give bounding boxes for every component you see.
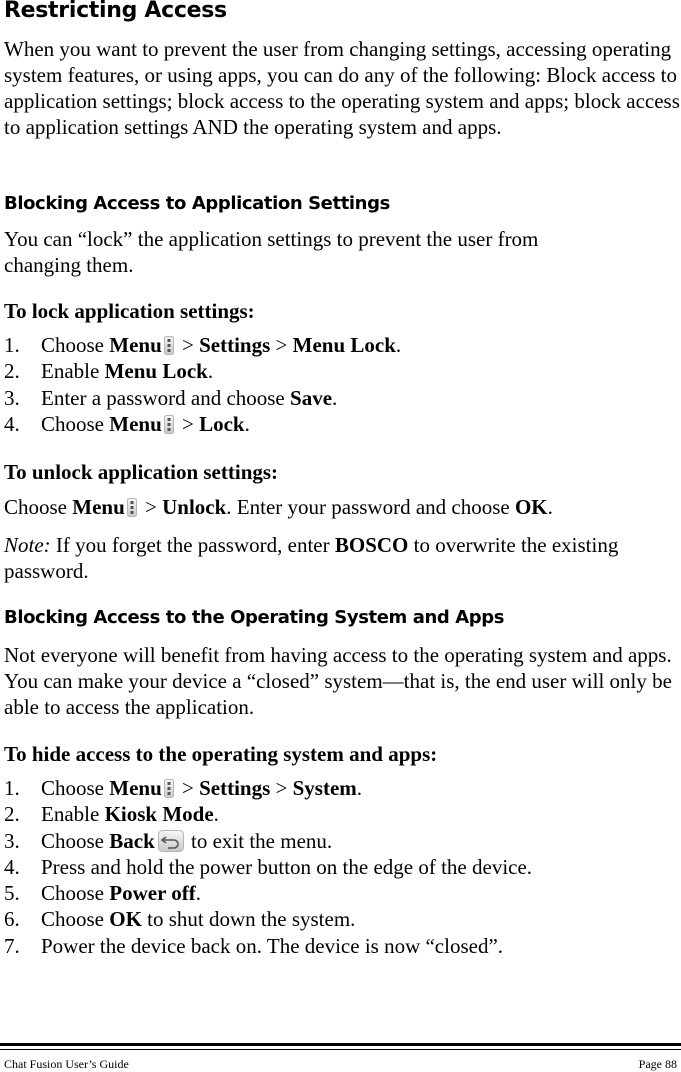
note-paragraph: Note: If you forget the password, enter BOSCO to overwrite the existing password. [4, 533, 619, 583]
section-heading-os-apps: Blocking Access to the Operating System and Apps [4, 607, 505, 628]
back-arrow-icon [158, 830, 184, 852]
list-item: 1. Choose Menu > Settings > System. [4, 776, 363, 800]
hide-access-heading: To hide access to the operating system and apps: [4, 742, 438, 766]
footer-rule-thin [0, 1049, 681, 1050]
list-item: 2. Enable Menu Lock. [4, 359, 214, 384]
section-heading-app-settings: Blocking Access to Application Settings [4, 193, 390, 214]
lock-steps-list [4, 332, 401, 437]
hide-steps-list [4, 775, 532, 959]
lock-settings-heading: To lock application settings: [4, 299, 255, 323]
menu-icon [164, 779, 174, 798]
section1-body: You can “lock” the application settings to prevent the user from changing them. [4, 227, 539, 277]
menu-icon [164, 336, 174, 355]
list-item: 1. Choose Menu > Settings > Menu Lock. [4, 333, 402, 357]
menu-icon [127, 498, 137, 517]
list-item: 2. Enable Kiosk Mode. [4, 802, 219, 827]
section2-body: Not everyone will benefit from having access to the operating system and apps. You can make your device a “closed” system—that is, the end user will only be able to access the application. [4, 643, 672, 719]
unlock-instructions: Choose Menu > Unlock. Enter your password and choose OK. [4, 495, 553, 519]
intro-paragraph: When you want to prevent the user from changing settings, accessing operating system features, or using apps, you can do any of the following: Block access to application settings; block access to the operating system and apps; block access to application settings AND the operating system and apps. [4, 37, 680, 139]
page-title: Restricting Access [4, 0, 227, 23]
list-item: 3. Enter a password and choose Save. [4, 385, 338, 410]
list-item: 5. Choose Power off. [4, 881, 201, 906]
list-item: 3. Choose Back to exit the menu. [4, 828, 333, 853]
menu-icon [164, 415, 174, 434]
footer-guide-title: Chat Fusion User’s Guide [4, 1057, 129, 1071]
list-item: 7. Power the device back on. The device is now “closed”. [4, 933, 504, 958]
footer-rule-thick [0, 1043, 681, 1046]
list-item: 4. Choose Menu > Lock. [4, 411, 250, 436]
list-item: 6. Choose OK to shut down the system. [4, 907, 356, 932]
unlock-settings-heading: To unlock application settings: [4, 460, 279, 484]
footer-page-number: Page 88 [638, 1057, 677, 1071]
list-item: 4. Press and hold the power button on the edge of the device. [4, 854, 533, 879]
